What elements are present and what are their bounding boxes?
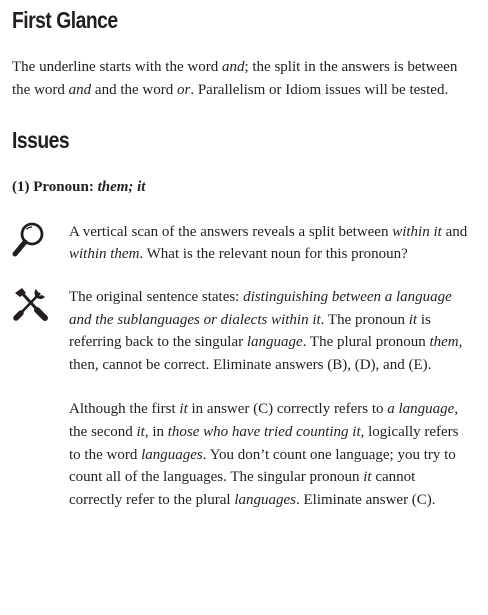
emphasis-text: languages xyxy=(234,491,297,508)
emphasis-text: it xyxy=(408,311,418,328)
emphasis-text: it xyxy=(136,423,145,440)
emphasis-text: them; it xyxy=(97,179,146,196)
emphasis-text: languages xyxy=(141,446,203,463)
emphasis-text: or xyxy=(176,81,191,98)
magnifying-glass-icon xyxy=(12,221,46,264)
first-glance-paragraph: The underline starts with the word and; the split in the answers is between the word and and the word or. Parallelism or Idiom issues will be tested. xyxy=(12,59,458,98)
emphasis-text: distinguishing between a language and the sublanguages or dialects within it xyxy=(69,288,452,328)
emphasis-text: it xyxy=(363,469,372,486)
emphasis-text: a language xyxy=(387,401,455,418)
followup-paragraph: Although the first it in answer (C) correctly refers to a language, the second it, in those who have tried counting it, logically refers to the word languages. You don’t count one language; you try to count all of the languages. The singular pronoun it cannot correctly refer to the plural languages. Eliminate answer (C). xyxy=(69,401,459,508)
emphasis-text: language xyxy=(246,334,303,351)
issues-heading: Issues xyxy=(12,127,70,154)
emphasis-text: and xyxy=(68,81,92,98)
emphasis-text: within them xyxy=(69,246,140,263)
emphasis-text: and xyxy=(221,59,245,75)
tools-step xyxy=(12,286,470,376)
first-glance-heading: First Glance xyxy=(12,7,118,33)
emphasis-text: them xyxy=(429,334,459,351)
tools-paragraph: The original sentence states: distinguishing between a language and the sublanguages or dialects within it. The pronoun it is referring back to the singular language. The plural pronoun them, then, cannot be correct. Eliminate answers (B), (D), and (E). xyxy=(69,288,463,373)
search-paragraph: A vertical scan of the answers reveals a split between within it and within them. What is the relevant noun for this pronoun? xyxy=(69,223,468,263)
search-step xyxy=(12,221,470,266)
emphasis-text: within it xyxy=(392,223,442,240)
issue-subheading: (1) Pronoun: them; it xyxy=(12,179,146,196)
emphasis-text: it xyxy=(179,401,188,418)
emphasis-text: those who have tried counting it xyxy=(167,423,361,440)
crossed-tools-icon xyxy=(12,286,48,327)
